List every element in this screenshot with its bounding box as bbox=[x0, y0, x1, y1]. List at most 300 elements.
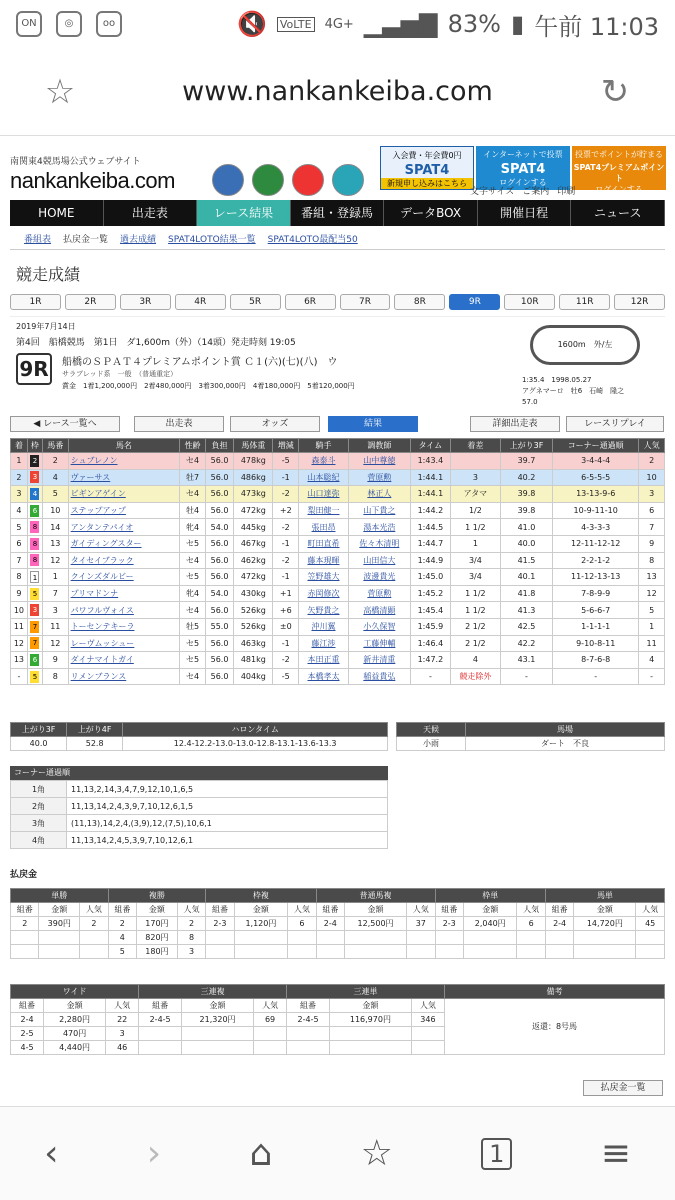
table-cell bbox=[545, 931, 573, 945]
table-cell: 11 bbox=[42, 618, 68, 635]
table-cell: 54.0 bbox=[205, 519, 233, 536]
table-cell: 2,040円 bbox=[463, 917, 516, 931]
waku-badge: 8 bbox=[30, 554, 39, 566]
odds-tab[interactable]: オッズ bbox=[230, 416, 320, 432]
table-cell: 41.8 bbox=[500, 585, 552, 602]
table-cell: 4 bbox=[11, 502, 28, 519]
table-cell: 430kg bbox=[234, 585, 273, 602]
payout-subheader: 金額 bbox=[234, 903, 287, 917]
table-cell: 1 1/2 bbox=[450, 585, 500, 602]
waku-badge: 7 bbox=[30, 637, 39, 649]
nav-results[interactable]: レース結果 bbox=[197, 200, 291, 226]
table-cell: 12 bbox=[639, 585, 665, 602]
table-cell: 1:45.2 bbox=[410, 585, 450, 602]
table-cell[interactable]: 藤本現暉 bbox=[299, 552, 349, 569]
table-cell[interactable]: 本橋孝太 bbox=[299, 668, 349, 685]
table-cell: 470円 bbox=[44, 1027, 106, 1041]
race-tab-2[interactable]: 2R bbox=[65, 294, 116, 310]
table-cell: 21,320円 bbox=[182, 1013, 254, 1027]
course-diagram: 1600m 外/左 bbox=[530, 325, 640, 365]
table-cell bbox=[316, 945, 344, 959]
table-cell[interactable]: トーセンテキーラ bbox=[68, 618, 180, 635]
results-header: 調教師 bbox=[348, 439, 410, 453]
nav-home[interactable]: HOME bbox=[10, 200, 104, 226]
race-tab-4[interactable]: 4R bbox=[175, 294, 226, 310]
table-cell bbox=[545, 945, 573, 959]
table-cell: 56.0 bbox=[205, 502, 233, 519]
race-prize: 賞金 1着1,200,000円 2着480,000円 3着300,000円 4着180,000円 5着120,000円 bbox=[62, 382, 355, 390]
bookmark-star-icon[interactable]: ☆ bbox=[44, 71, 76, 112]
table-cell: 8-7-6-8 bbox=[553, 652, 639, 669]
subnav-loto-top50[interactable]: SPAT4LOTO最配当50 bbox=[267, 235, 358, 245]
results-header: 枠 bbox=[27, 439, 42, 453]
back-icon[interactable]: ‹ bbox=[44, 1133, 59, 1174]
corner-order: 11,13,2,14,3,4,7,9,12,10,1,6,5 bbox=[67, 781, 388, 798]
table-cell: 2-4 bbox=[545, 917, 573, 931]
table-cell bbox=[234, 931, 287, 945]
table-cell: 472kg bbox=[234, 569, 273, 586]
results-header: 上がり3F bbox=[500, 439, 552, 453]
table-cell: -2 bbox=[273, 486, 299, 503]
table-cell bbox=[27, 519, 42, 536]
table-cell: 5 bbox=[108, 945, 136, 959]
table-cell: 3 bbox=[42, 602, 68, 619]
payout-group-header: 枠単 bbox=[435, 889, 545, 903]
table-cell[interactable]: パワフルヴォイス bbox=[68, 602, 180, 619]
tool-row bbox=[470, 184, 575, 197]
spat4-login-banner[interactable]: インターネットで投票 SPAT4 ログインする bbox=[476, 146, 570, 190]
battery-icon: ▮ bbox=[510, 10, 525, 38]
table-cell: 1-1-1-1 bbox=[553, 618, 639, 635]
table-cell[interactable]: 稲益貴弘 bbox=[348, 668, 410, 685]
table-cell: - bbox=[410, 668, 450, 685]
table-cell[interactable]: 梨田健一 bbox=[299, 502, 349, 519]
table-cell: 180円 bbox=[137, 945, 178, 959]
table-cell: 12-11-12-12 bbox=[553, 535, 639, 552]
table-cell bbox=[39, 931, 80, 945]
table-cell: 1:45.0 bbox=[410, 569, 450, 586]
detail-entry-button[interactable]: 詳細出走表 bbox=[470, 416, 560, 432]
table-row bbox=[11, 519, 665, 536]
table-cell bbox=[463, 931, 516, 945]
reload-icon[interactable]: ↻ bbox=[600, 71, 630, 112]
table-row bbox=[11, 469, 665, 486]
tck-emblem-icon[interactable] bbox=[292, 164, 324, 196]
table-cell[interactable]: 山田信大 bbox=[348, 552, 410, 569]
table-cell: 56.0 bbox=[205, 602, 233, 619]
table-cell[interactable]: リメンブランス bbox=[68, 668, 180, 685]
table-cell bbox=[11, 931, 39, 945]
payout-subheader: 組番 bbox=[316, 903, 344, 917]
table-cell[interactable]: 波邊貴光 bbox=[348, 569, 410, 586]
spat4-premium-banner[interactable]: 投票でポイントが貯まる SPAT4プレミアムポイント ログインする bbox=[572, 146, 666, 190]
table-cell[interactable]: 山口達弥 bbox=[299, 486, 349, 503]
table-cell: 牝4 bbox=[180, 519, 206, 536]
table-cell: +2 bbox=[273, 502, 299, 519]
table-cell[interactable]: 山下貴之 bbox=[348, 502, 410, 519]
table-cell: 1:44.5 bbox=[410, 519, 450, 536]
table-row bbox=[11, 903, 665, 917]
payout-table-2 bbox=[10, 984, 665, 1055]
table-cell: 12 bbox=[42, 552, 68, 569]
table-cell: 37 bbox=[407, 917, 435, 931]
table-cell: 56.0 bbox=[205, 569, 233, 586]
table-cell bbox=[517, 931, 545, 945]
table-cell: 1:47.2 bbox=[410, 652, 450, 669]
table-cell: 1:44.1 bbox=[410, 469, 450, 486]
table-cell[interactable]: プリマドンナ bbox=[68, 585, 180, 602]
main-nav bbox=[10, 200, 665, 226]
table-cell: 346 bbox=[411, 1013, 444, 1027]
results-header: 馬番 bbox=[42, 439, 68, 453]
table-cell: セ4 bbox=[180, 552, 206, 569]
table-cell: -5 bbox=[273, 453, 299, 470]
table-cell: 7 bbox=[42, 585, 68, 602]
waku-badge: 5 bbox=[30, 588, 39, 600]
table-cell bbox=[27, 502, 42, 519]
table-cell: 1 bbox=[450, 535, 500, 552]
payout-title: 払戻金 bbox=[10, 870, 38, 880]
table-cell[interactable]: 湯本光浩 bbox=[348, 519, 410, 536]
table-cell[interactable]: 藤江渉 bbox=[299, 635, 349, 652]
payout-table-1 bbox=[10, 888, 665, 959]
table-cell: 12,500円 bbox=[345, 917, 407, 931]
nav-entries[interactable]: 出走表 bbox=[104, 200, 198, 226]
payout-subheader: 組番 bbox=[108, 903, 136, 917]
nav-schedule[interactable]: 開催日程 bbox=[478, 200, 572, 226]
table-row bbox=[11, 602, 665, 619]
race-tab-5[interactable]: 5R bbox=[230, 294, 281, 310]
table-cell: 2 bbox=[80, 917, 108, 931]
guide-link[interactable]: ご案内 bbox=[522, 187, 550, 197]
waku-badge: 2 bbox=[30, 455, 39, 467]
table-cell: 1 bbox=[11, 453, 28, 470]
table-cell bbox=[574, 945, 636, 959]
table-cell: 42.2 bbox=[500, 635, 552, 652]
table-cell: 69 bbox=[254, 1013, 287, 1027]
table-cell[interactable]: レーヴムッシュー bbox=[68, 635, 180, 652]
course-record: 1:35.4 1998.05.27 アグネマーロ 牡6 石崎 隆之 57.0 bbox=[522, 376, 625, 406]
corner-label: 1角 bbox=[11, 781, 67, 798]
table-cell[interactable]: 沖川翼 bbox=[299, 618, 349, 635]
results-header: 馬体重 bbox=[234, 439, 273, 453]
table-cell: 7 bbox=[11, 552, 28, 569]
mute-icon: 🔇 bbox=[236, 10, 267, 38]
table-cell[interactable]: 林正人 bbox=[348, 486, 410, 503]
table-cell: 40.2 bbox=[500, 469, 552, 486]
results-header: 着差 bbox=[450, 439, 500, 453]
table-cell[interactable]: 赤岡修次 bbox=[299, 585, 349, 602]
table-cell bbox=[27, 635, 42, 652]
sub-nav bbox=[10, 230, 665, 250]
subnav-program-table[interactable]: 番組表 bbox=[24, 235, 52, 245]
table-cell bbox=[27, 652, 42, 669]
table-cell: セ4 bbox=[180, 602, 206, 619]
table-row bbox=[11, 832, 388, 849]
nav-program[interactable]: 番組・登録馬 bbox=[291, 200, 385, 226]
back-to-race-list-button[interactable]: ◀ レース一覧へ bbox=[10, 416, 120, 432]
table-cell[interactable]: 矢野貴之 bbox=[299, 602, 349, 619]
table-cell[interactable]: 高橋清顕 bbox=[348, 602, 410, 619]
browser-url-bar bbox=[0, 48, 675, 136]
network-label: 4G+ bbox=[324, 16, 354, 32]
table-cell: 39.8 bbox=[500, 486, 552, 503]
table-cell: 116,970円 bbox=[329, 1013, 411, 1027]
table-cell: 40.1 bbox=[500, 569, 552, 586]
table-cell: 3 bbox=[106, 1027, 139, 1041]
table-cell[interactable]: タイセイブラック bbox=[68, 552, 180, 569]
table-cell: 41.5 bbox=[500, 552, 552, 569]
tabs-icon[interactable]: 1 bbox=[481, 1138, 512, 1170]
payout-subheader: 人気 bbox=[254, 999, 287, 1013]
table-cell[interactable]: 笠野雄大 bbox=[299, 569, 349, 586]
table-cell bbox=[288, 945, 316, 959]
table-cell: 41.0 bbox=[500, 519, 552, 536]
table-cell bbox=[316, 931, 344, 945]
table-cell: 3 bbox=[177, 945, 205, 959]
table-cell bbox=[254, 1041, 287, 1055]
table-cell: 9 bbox=[639, 535, 665, 552]
results-header: 騎手 bbox=[299, 439, 349, 453]
table-row bbox=[11, 652, 665, 669]
nav-databox[interactable]: データBOX bbox=[384, 200, 478, 226]
table-cell[interactable]: 工藤伸輔 bbox=[348, 635, 410, 652]
table-cell bbox=[27, 453, 42, 470]
table-cell[interactable]: シュブレノン bbox=[68, 453, 180, 470]
table-cell: 3-4-4-4 bbox=[553, 453, 639, 470]
table-cell: 40.0 bbox=[500, 535, 552, 552]
payout-group-header: 馬単 bbox=[545, 889, 664, 903]
table-cell bbox=[80, 945, 108, 959]
site-header bbox=[10, 146, 665, 206]
table-cell: 1:44.9 bbox=[410, 552, 450, 569]
table-cell: 2 bbox=[42, 453, 68, 470]
table-row bbox=[11, 781, 388, 798]
race-tab-7[interactable]: 7R bbox=[340, 294, 391, 310]
table-cell: 1 bbox=[42, 569, 68, 586]
web-page bbox=[0, 136, 675, 1106]
table-cell[interactable]: ガイディングスター bbox=[68, 535, 180, 552]
table-cell: -2 bbox=[273, 652, 299, 669]
kawasaki-emblem-icon[interactable] bbox=[332, 164, 364, 196]
payout-subheader: 人気 bbox=[106, 999, 139, 1013]
table-cell: 8 bbox=[11, 569, 28, 586]
payout-group-header: ワイド bbox=[11, 985, 139, 999]
table-cell: 牡4 bbox=[180, 502, 206, 519]
table-cell: 4 bbox=[639, 652, 665, 669]
payout-subheader: 組番 bbox=[287, 999, 330, 1013]
table-row bbox=[11, 618, 665, 635]
table-row bbox=[11, 486, 665, 503]
payout-subheader: 人気 bbox=[636, 903, 665, 917]
table-cell: 牝4 bbox=[180, 585, 206, 602]
table-cell: 7-8-9-9 bbox=[553, 585, 639, 602]
table-cell: 2 bbox=[177, 917, 205, 931]
table-cell[interactable]: アンタンテパイオ bbox=[68, 519, 180, 536]
table-cell: セ4 bbox=[180, 453, 206, 470]
signal-icon: ▁▃▅▇ bbox=[363, 10, 438, 38]
home-icon[interactable]: ⌂ bbox=[249, 1133, 273, 1174]
results-header: 増減 bbox=[273, 439, 299, 453]
table-cell: 8 bbox=[177, 931, 205, 945]
table-cell: 10-9-11-10 bbox=[553, 502, 639, 519]
table-cell[interactable]: 新井清重 bbox=[348, 652, 410, 669]
table-cell[interactable]: ビギンアゲイン bbox=[68, 486, 180, 503]
table-cell: 2-5 bbox=[11, 1027, 44, 1041]
table-cell bbox=[27, 602, 42, 619]
table-cell: 467kg bbox=[234, 535, 273, 552]
subnav-past-results[interactable]: 過去成績 bbox=[120, 235, 157, 245]
table-cell: 4 bbox=[108, 931, 136, 945]
table-cell: セ5 bbox=[180, 652, 206, 669]
nav-news[interactable]: ニュース bbox=[571, 200, 665, 226]
table-cell: セ5 bbox=[180, 635, 206, 652]
print-link[interactable]: 印刷 bbox=[557, 187, 576, 197]
table-cell: 9 bbox=[11, 585, 28, 602]
table-cell: 2-3 bbox=[206, 917, 234, 931]
table-cell: 6-5-5-5 bbox=[553, 469, 639, 486]
table-cell bbox=[254, 1027, 287, 1041]
browser-bottom-nav bbox=[0, 1106, 675, 1200]
table-cell: セ5 bbox=[180, 569, 206, 586]
waku-badge: 3 bbox=[30, 604, 39, 616]
payout-subheader: 人気 bbox=[517, 903, 545, 917]
race-number: 9R bbox=[16, 353, 52, 385]
table-cell: 390円 bbox=[39, 917, 80, 931]
table-cell: 2 bbox=[11, 917, 39, 931]
table-cell: 1:44.2 bbox=[410, 502, 450, 519]
table-cell: 5-6-6-7 bbox=[553, 602, 639, 619]
shield-icon: ◎ bbox=[56, 11, 82, 37]
table-cell: 46 bbox=[106, 1041, 139, 1055]
table-cell: 472kg bbox=[234, 502, 273, 519]
table-cell: 463kg bbox=[234, 635, 273, 652]
entry-tab[interactable]: 出走表 bbox=[134, 416, 224, 432]
table-cell[interactable]: クインズダルビー bbox=[68, 569, 180, 586]
table-cell: +1 bbox=[273, 585, 299, 602]
race-name: 船橋のＳＰＡＴ４プレミアムポイント賞 Ｃ１(六)(七)(八) ウ bbox=[62, 357, 338, 368]
table-cell: 404kg bbox=[234, 668, 273, 685]
payout-list-button[interactable]: 払戻金一覧 bbox=[583, 1080, 663, 1096]
table-cell: 4-3-3-3 bbox=[553, 519, 639, 536]
table-cell: セ5 bbox=[180, 535, 206, 552]
payout-subheader: 人気 bbox=[288, 903, 316, 917]
race-tab-6[interactable]: 6R bbox=[285, 294, 336, 310]
table-cell[interactable]: 菅原勲 bbox=[348, 469, 410, 486]
table-cell bbox=[27, 668, 42, 685]
funabashi-emblem-icon[interactable] bbox=[252, 164, 284, 196]
table-cell: 2 1/2 bbox=[450, 635, 500, 652]
table-cell[interactable]: 張田昂 bbox=[299, 519, 349, 536]
table-cell: 競走除外 bbox=[450, 668, 500, 685]
table-cell: 8 bbox=[42, 668, 68, 685]
table-cell: 56.0 bbox=[205, 486, 233, 503]
table-cell bbox=[139, 1027, 182, 1041]
race-tab-1[interactable]: 1R bbox=[10, 294, 61, 310]
table-cell[interactable]: 山中尊徳 bbox=[348, 453, 410, 470]
corner-label: 4角 bbox=[11, 832, 67, 849]
race-replay-button[interactable]: レースリプレイ bbox=[566, 416, 664, 432]
table-row bbox=[11, 535, 665, 552]
table-cell[interactable]: 本田正重 bbox=[299, 652, 349, 669]
table-cell[interactable]: ヴァーサス bbox=[68, 469, 180, 486]
race-tab-9[interactable]: 9R bbox=[449, 294, 500, 310]
race-date: 2019年7月14日 bbox=[16, 322, 76, 331]
volte-label: VoLTE bbox=[277, 17, 315, 32]
results-header: 負担 bbox=[205, 439, 233, 453]
table-cell bbox=[435, 931, 463, 945]
payout-group-header: 三連複 bbox=[139, 985, 287, 999]
table-cell: 170円 bbox=[137, 917, 178, 931]
table-cell: 5 bbox=[42, 486, 68, 503]
table-cell: 486kg bbox=[234, 469, 273, 486]
table-cell[interactable]: ステップアップ bbox=[68, 502, 180, 519]
race-tab-8[interactable]: 8R bbox=[394, 294, 445, 310]
menu-icon[interactable]: ≡ bbox=[600, 1133, 631, 1174]
font-size-tool[interactable]: 文字サイズ bbox=[470, 187, 515, 197]
payout-group-header: 備考 bbox=[445, 985, 665, 999]
table-cell bbox=[182, 1041, 254, 1055]
subnav-payout-list[interactable]: 払戻金一覧 bbox=[63, 235, 109, 245]
waku-badge: 1 bbox=[30, 571, 39, 583]
table-cell[interactable]: 山本聡紀 bbox=[299, 469, 349, 486]
site-logo[interactable]: nankankeiba.com bbox=[10, 168, 175, 193]
table-cell[interactable]: 佐々木清明 bbox=[348, 535, 410, 552]
table-row bbox=[11, 999, 665, 1013]
table-cell: 2-4-5 bbox=[287, 1013, 330, 1027]
table-cell[interactable]: 菅原勲 bbox=[348, 585, 410, 602]
race-tab-10[interactable]: 10R bbox=[504, 294, 555, 310]
button-row bbox=[10, 416, 665, 432]
table-cell: 2 1/2 bbox=[450, 618, 500, 635]
corner-order: 11,13,14,2,4,3,9,7,10,12,6,1,5 bbox=[67, 798, 388, 815]
spat4-signup-banner[interactable]: 入会費・年会費0円 SPAT4 新規申し込みはこちら bbox=[380, 146, 474, 190]
bookmarks-icon[interactable]: ☆ bbox=[360, 1133, 393, 1174]
subnav-loto-results[interactable]: SPAT4LOTO結果一覧 bbox=[168, 235, 256, 245]
waku-badge: 7 bbox=[30, 621, 39, 633]
table-cell: 45 bbox=[636, 917, 665, 931]
table-cell: 54.0 bbox=[205, 585, 233, 602]
table-cell: 7 bbox=[639, 519, 665, 536]
table-cell: 1 bbox=[639, 618, 665, 635]
table-cell bbox=[27, 535, 42, 552]
table-cell: 13 bbox=[639, 569, 665, 586]
table-cell bbox=[411, 1041, 444, 1055]
race-tab-12[interactable]: 12R bbox=[614, 294, 665, 310]
forward-icon[interactable]: › bbox=[146, 1133, 162, 1174]
table-cell[interactable]: 町田直希 bbox=[299, 535, 349, 552]
table-cell: 462kg bbox=[234, 552, 273, 569]
result-tab[interactable]: 結果 bbox=[328, 416, 418, 432]
payout-subheader: 人気 bbox=[80, 903, 108, 917]
race-tab-3[interactable]: 3R bbox=[120, 294, 171, 310]
corner-label: 2角 bbox=[11, 798, 67, 815]
table-cell: -2 bbox=[273, 552, 299, 569]
table-cell: 2 bbox=[108, 917, 136, 931]
table-cell: 3/4 bbox=[450, 552, 500, 569]
table-cell[interactable]: 小久保智 bbox=[348, 618, 410, 635]
race-tab-11[interactable]: 11R bbox=[559, 294, 610, 310]
payout-subheader: 金額 bbox=[39, 903, 80, 917]
table-cell: 11 bbox=[639, 635, 665, 652]
race-info bbox=[10, 316, 665, 408]
table-cell[interactable]: 森泰斗 bbox=[299, 453, 349, 470]
table-cell[interactable]: ダイナマイトガイ bbox=[68, 652, 180, 669]
url-field[interactable]: www.nankankeiba.com bbox=[182, 76, 493, 107]
urawa-emblem-icon[interactable] bbox=[212, 164, 244, 196]
payout-subheader: 組番 bbox=[545, 903, 573, 917]
table-cell: 3 bbox=[450, 469, 500, 486]
